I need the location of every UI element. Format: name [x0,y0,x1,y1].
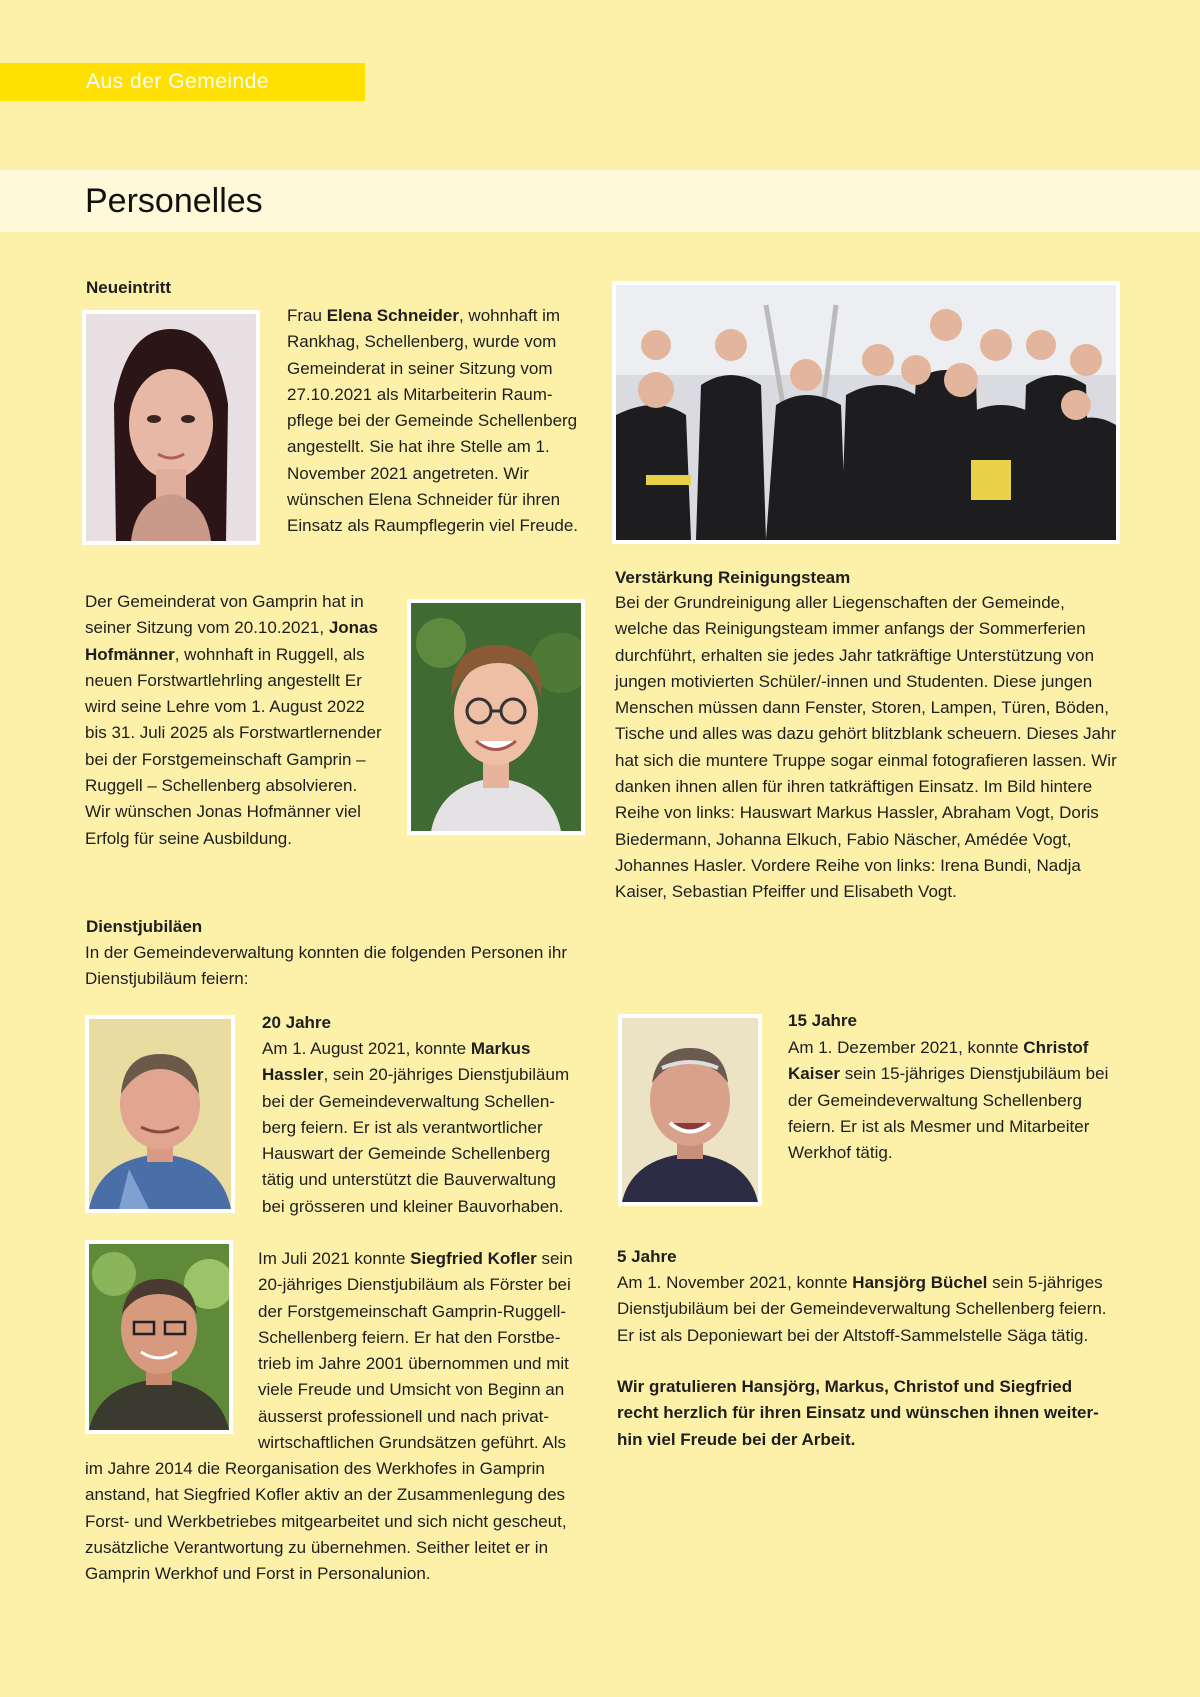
neueintritt-text-2: Der Gemeinderat von Gamprin hat in seiner Sitzung vom 20.10.2021, Jonas Hofmänner, wohnhaft in Ruggell, als neuen Forstwartlehrling angestellt Er wird seine Lehre vom 1. August 2022 bis 31. Juli 2025 als Forstwartlernender bei der Forstgemeinschaft Gamprin – Ruggell – Schellenberg absolvieren. Wir wünschen Jonas Hofmänner viel Erfolg für seine Ausbildung. [85,592,382,848]
dienst-heading: Dienstjubiläen [86,917,203,936]
photo-jonas-hofmaenner [407,599,585,835]
photo-christof-kaiser [618,1014,762,1206]
name-jonas-hofmaenner: Jonas Hofmänner [85,618,378,664]
name-hansjoerg-buechel: Hansjörg Büchel [852,1273,988,1292]
kofler-text-1: Im Juli 2021 konnte Siegfried Kofler sein 20-jähriges Dienstjubiläum als Förster bei der Forstgemeinschaft Gamprin-Ruggell-Schellenberg feiern. Er hat den Forstbetrieb im Jahre 2001 übernommen und mit viele Freude und Umsicht von Beginn an äusserst professionell und nach privatwirtschaftlichen Grundsätzen geführt. Als [258,1249,573,1453]
name-elena-schneider: Elena Schneider [326,306,459,325]
jubilaeum-20-text: Am 1. August 2021, konnte Markus Hassler, sein 20-jähriges Dienstjubiläum bei der Gemeindeverwaltung Schellenberg feiern. Er ist als verantwortlicher Hauswart der Gemeinde Schellenberg tätig und unterstützt die Bauverwaltung bei grösseren und kleiner Bauvorhaben. [262,1039,570,1216]
name-siegfried-kofler: Siegfried Kofler [410,1249,537,1268]
kofler-text-2: im Jahre 2014 die Reorganisation des Werkhofes in Gamprin anstand, hat Siegfried Kofler aktiv an der Zusammenlegung des Forst- und Werkbetriebes mitgearbeitet und sich nicht gescheut, zusätzliche Verantwortung zu übernehmen. Seither leitet er in Gamprin Werkhof und Forst in Personalunion. [85,1459,567,1584]
photo-siegfried-kofler [85,1240,233,1434]
jubilaeum-5-text: Am 1. November 2021, konnte Hansjörg Büchel sein 5-jähriges Dienstjubiläum bei der Gemeindeverwaltung Schellenberg feiern. Er ist als Deponiewart bei der Altstoff-Sammelstelle Säga tätig. [617,1273,1107,1345]
reinigung-heading: Verstärkung Reinigungsteam [615,568,851,587]
name-christof-kaiser: Christof Kaiser [788,1038,1089,1084]
photo-markus-hassler [85,1015,235,1213]
name-markus-hassler: Markus Hassler [262,1039,531,1085]
closing-text: Wir gratulieren Hansjörg, Markus, Christof und Siegfried recht herzlich für ihren Einsatz und wünschen ihnen weiterhin viel Freude bei der Arbeit. [617,1377,1099,1449]
neueintritt-text-1: Frau Elena Schneider, wohnhaft im Rankhag, Schellenberg, wurde vom Gemeinderat in seiner Sitzung vom 27.10.2021 als Mitarbeiterin Raumpflege bei der Gemeinde Schellenberg angestellt. Sie hat ihre Stelle am 1. November 2021 angetreten. Wir wünschen Elena Schneider für ihren Einsatz als Raumpflegerin viel Freude. [287,306,579,536]
dienst-intro: In der Gemeindeverwaltung konnten die folgenden Personen ihr Dienstjubiläum feiern: [85,943,567,989]
jubilaeum-15-text: Am 1. Dezember 2021, konnte Christof Kaiser sein 15-jähriges Dienstjubiläum bei der Gemeindeverwaltung Schellenberg feiern. Er ist als Mesmer und Mitarbeiter Werkhof tätig. [788,1038,1109,1163]
jubilaeum-15-heading: 15 Jahre [788,1011,857,1030]
neueintritt-heading: Neueintritt [86,278,171,297]
jubilaeum-5-heading: 5 Jahre [617,1247,677,1266]
reinigung-text: Bei der Grundreinigung aller Liegenschaften der Gemeinde, welche das Reinigungsteam immer anfangs der Sommerferien durchführt, erhalten sie jedes Jahr tatkräftige Unterstützung von jungen motivierten Schüler/-innen und Studenten. Diese jungen Menschen müssen dann Fenster, Storen, Lampen, Türen, Böden, Tische und alles was dazu gehört blitzblank scheuern. Dieses Jahr hat sich die muntere Truppe sogar einmal fotografieren lassen. Wir danken ihnen allen für ihren tatkräftigen Einsatz. Im Bild hintere Reihe von links: Hauswart Markus Hassler, Abraham Vogt, Doris Biedermann, Johanna Elkuch, Fabio Näscher, Amédée Vogt, Johannes Hasler. Vordere Reihe von links: Irena Bundi, Nadja Kaiser, Sebastian Pfeiffer und Elisabeth Vogt. [615,593,1117,902]
photo-reinigungsteam [612,281,1120,544]
section-tag: Aus der Gemeinde [0,63,365,101]
title-band [0,170,1200,232]
jubilaeum-20-heading: 20 Jahre [262,1013,331,1032]
photo-elena-schneider [82,310,260,545]
page-title: Personelles [85,182,263,220]
